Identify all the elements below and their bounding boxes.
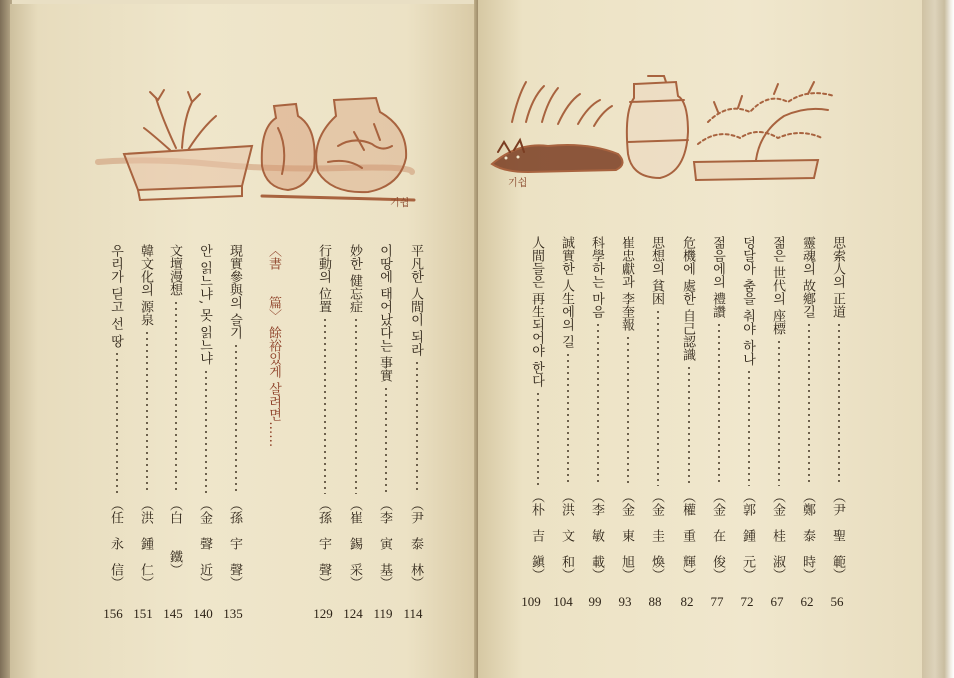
toc-author: （白 鐵） bbox=[167, 498, 182, 576]
toc-leader-dots bbox=[567, 352, 569, 486]
toc-leader-dots bbox=[175, 300, 177, 494]
toc-title: 崔忠獻과 李奎報 bbox=[619, 236, 634, 332]
toc-leader-dots bbox=[778, 339, 780, 486]
left-toc-page-3: 124 bbox=[343, 606, 363, 621]
toc-title: 이땅에 태어났다는 事實 bbox=[377, 244, 392, 383]
right-illustration-signature: 기쉽 bbox=[508, 178, 528, 189]
toc-title: 안 읽느냐, 못 읽느냐 bbox=[197, 244, 212, 365]
section-header-text: 〈書 篇〉 餘裕있게 살려면…… bbox=[266, 244, 281, 448]
toc-author: （權 重 輝） bbox=[680, 490, 695, 581]
right-toc-page-9: 99 bbox=[588, 594, 602, 609]
toc-author: （孫 宇 聲） bbox=[316, 498, 331, 589]
right-toc-page-4: 72 bbox=[740, 594, 754, 609]
right-toc-page-11: 109 bbox=[521, 594, 541, 609]
right-toc-entry-5 bbox=[708, 236, 730, 626]
left-toc-entry-5 bbox=[225, 244, 247, 634]
toc-title: 韓文化의 源泉 bbox=[138, 244, 153, 327]
left-toc-entry-9 bbox=[106, 244, 128, 634]
right-toc-page-8: 93 bbox=[618, 594, 632, 609]
toc-leader-dots bbox=[808, 322, 810, 486]
toc-title: 靈魂의 故鄕길 bbox=[800, 236, 815, 319]
right-toc-page-2: 62 bbox=[800, 594, 814, 609]
toc-title: 思索人의 正道 bbox=[830, 236, 845, 319]
right-toc-page-6: 82 bbox=[680, 594, 694, 609]
right-toc-entry-7 bbox=[647, 236, 669, 626]
toc-title: 젊은 世代의 座標 bbox=[770, 236, 785, 336]
book-edge-right bbox=[922, 0, 954, 678]
toc-leader-dots bbox=[324, 317, 326, 494]
toc-title: 우리가 딛고 선 땅 bbox=[108, 244, 123, 348]
right-toc-entry-9 bbox=[587, 236, 609, 626]
toc-leader-dots bbox=[235, 343, 237, 494]
left-toc-entry-7 bbox=[165, 244, 187, 634]
toc-author: （洪 鍾 仁） bbox=[138, 498, 153, 589]
right-toc-entry-6 bbox=[678, 236, 700, 626]
toc-author: （鄭 泰 時） bbox=[800, 490, 815, 581]
right-toc-page-3: 67 bbox=[770, 594, 784, 609]
toc-title: 思想의 貧困 bbox=[649, 236, 664, 306]
left-toc-page-2: 119 bbox=[373, 606, 393, 621]
toc-title: 덩달아 춤을 춰야 하나 bbox=[740, 236, 755, 366]
right-toc-entry-3 bbox=[768, 236, 790, 626]
left-toc-entry-1 bbox=[406, 244, 428, 634]
toc-leader-dots bbox=[116, 351, 118, 494]
right-illustration bbox=[488, 72, 850, 192]
toc-author: （李 敏 載） bbox=[589, 490, 604, 581]
toc-leader-dots bbox=[657, 309, 659, 486]
toc-title: 文壇漫想 bbox=[167, 244, 182, 296]
right-toc-page-7: 88 bbox=[648, 594, 662, 609]
toc-author: （任 永 信） bbox=[108, 498, 123, 589]
toc-leader-dots bbox=[537, 391, 539, 486]
toc-leader-dots bbox=[688, 365, 690, 486]
left-toc-page-9: 156 bbox=[103, 606, 123, 621]
left-toc-entry-6 bbox=[195, 244, 217, 634]
toc-author: （孫 宇 聲） bbox=[227, 498, 242, 589]
left-toc-page-8: 151 bbox=[133, 606, 153, 621]
toc-author: （朴 吉 鎭） bbox=[529, 490, 544, 581]
right-toc-entry-10 bbox=[557, 236, 579, 626]
left-toc-page-6: 140 bbox=[193, 606, 213, 621]
right-toc-entry-1 bbox=[828, 236, 850, 626]
toc-author: （洪 文 和） bbox=[559, 490, 574, 581]
left-section-header bbox=[264, 244, 286, 504]
right-toc-page-5: 77 bbox=[710, 594, 724, 609]
left-toc-page-5: 135 bbox=[223, 606, 243, 621]
left-toc-entry-4 bbox=[314, 244, 336, 634]
toc-leader-dots bbox=[385, 386, 387, 494]
left-toc-page-7: 145 bbox=[163, 606, 183, 621]
toc-leader-dots bbox=[205, 369, 207, 494]
left-toc-entry-2 bbox=[375, 244, 397, 634]
right-toc-page-1: 56 bbox=[830, 594, 844, 609]
toc-title: 誠實한 人生에의 길 bbox=[559, 236, 574, 349]
right-toc-page-10: 104 bbox=[553, 594, 573, 609]
toc-author: （金 在 俊） bbox=[710, 490, 725, 581]
left-illustration-signature: 기쉽 bbox=[390, 198, 410, 209]
right-toc-entry-4 bbox=[738, 236, 760, 626]
toc-author: （崔 錫 采） bbox=[347, 498, 362, 589]
toc-title: 現實參與의 슬기 bbox=[227, 244, 242, 340]
toc-author: （郭 鍾 元） bbox=[740, 490, 755, 581]
toc-leader-dots bbox=[748, 369, 750, 486]
toc-leader-dots bbox=[627, 335, 629, 486]
left-toc-entry-3 bbox=[345, 244, 367, 634]
toc-author: （金 東 旭） bbox=[619, 490, 634, 581]
toc-title: 젊음에의 禮讚 bbox=[710, 236, 725, 319]
toc-author: （金 桂 淑） bbox=[770, 490, 785, 581]
toc-author: （金 圭 煥） bbox=[649, 490, 664, 581]
toc-title: 妙한 健忘症 bbox=[347, 244, 362, 314]
toc-leader-dots bbox=[416, 360, 418, 494]
right-toc-entry-11 bbox=[527, 236, 549, 626]
toc-leader-dots bbox=[597, 322, 599, 486]
toc-title: 平凡한 人間이 되라 bbox=[408, 244, 423, 357]
left-toc-page-4: 129 bbox=[313, 606, 333, 621]
right-toc-entry-8 bbox=[617, 236, 639, 626]
toc-author: （尹 聖 範） bbox=[830, 490, 845, 581]
toc-leader-dots bbox=[718, 322, 720, 486]
left-illustration bbox=[92, 88, 422, 218]
toc-title: 人間들은 再生되어야 한다 bbox=[529, 236, 544, 388]
right-toc-entry-2 bbox=[798, 236, 820, 626]
left-toc-page-1: 114 bbox=[403, 606, 423, 621]
toc-author: （李 寅 基） bbox=[377, 498, 392, 589]
toc-author: （尹 泰 林） bbox=[408, 498, 423, 589]
toc-leader-dots bbox=[355, 317, 357, 494]
toc-leader-dots bbox=[146, 330, 148, 494]
left-toc-entry-8 bbox=[136, 244, 158, 634]
toc-leader-dots bbox=[838, 322, 840, 486]
toc-title: 行動의 位置 bbox=[316, 244, 331, 314]
toc-title: 危機에 處한 自己認識 bbox=[680, 236, 695, 362]
toc-author: （金 聲 近） bbox=[197, 498, 212, 589]
toc-title: 科學하는 마음 bbox=[589, 236, 604, 319]
